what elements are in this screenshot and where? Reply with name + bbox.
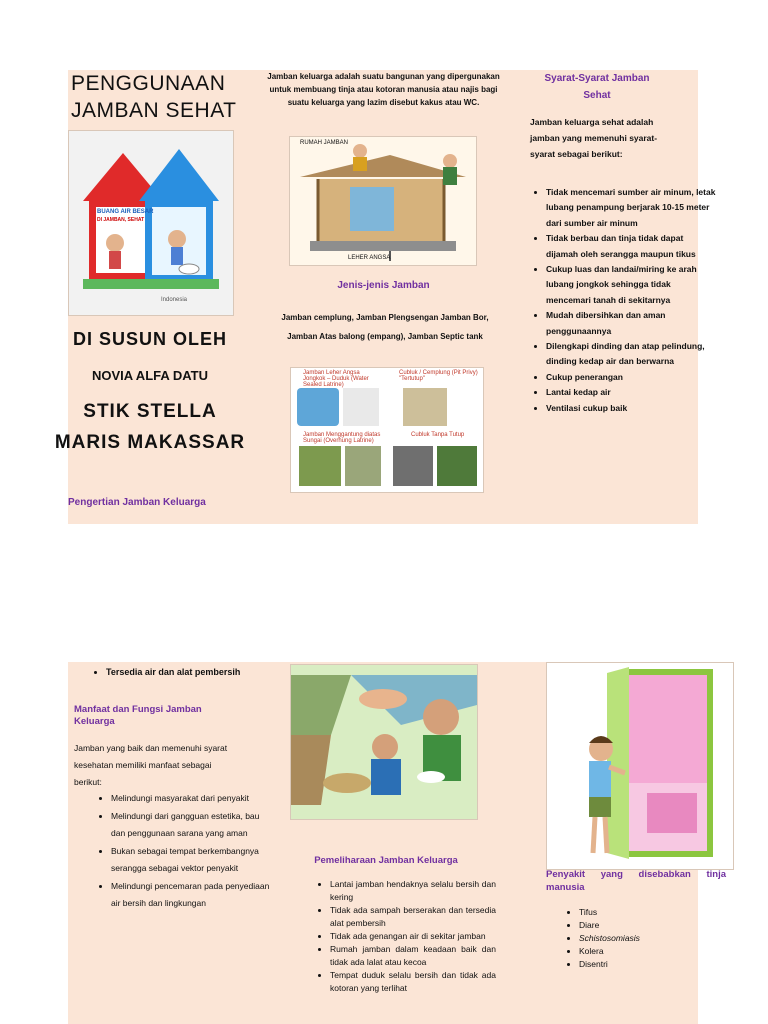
- disease-item: • Kolera: [579, 945, 729, 958]
- requirement-item: • Cukup luas dan landai/miring ke arah lubang jongkok sehingga tidak mencemari tanah di sekitarnya: [546, 262, 716, 308]
- page-1-panel: [54, 70, 716, 524]
- requirement-item: • Tidak berbau dan tinja tidak dapat dijamah oleh serangga maupun tikus: [546, 231, 716, 262]
- poster-image: [68, 130, 234, 316]
- collage-label-1: Jamban Leher Angsa Jongkok – Duduk (Water Sealed Latrine): [303, 370, 369, 388]
- requirement-item: • Mudah dibersihkan dan aman penggunaannya: [546, 308, 716, 339]
- benefit-item: • Bukan sebagai tempat berkembangnya serangga sebagai vektor penyakit: [111, 843, 271, 878]
- disease-item: • Disentri: [579, 958, 729, 971]
- benefits-heading: Manfaat dan Fungsi Jamban Keluarga: [74, 704, 202, 727]
- institution-line1: STIK STELLA: [83, 401, 217, 422]
- transmission-illustration: [291, 665, 477, 819]
- page-2-panel: [68, 662, 726, 1024]
- construction-illustration: [290, 137, 476, 265]
- benefit-item: • Melindungi masyarakat dari penyakit: [111, 790, 271, 808]
- collage-label-2: Cubluk / Cemplung (Pit Privy) "Tertutup": [399, 370, 478, 382]
- requirement-item: • Dilengkapi dinding dan atap pelindung, dinding kedap air dan berwarna: [546, 339, 716, 370]
- requirement-item: • Cukup penerangan: [546, 370, 716, 385]
- definition-text: Jamban keluarga adalah suatu bangunan yang dipergunakan untuk membuang tinja atau kotoran manusia atau najis bagi suatu keluarga yang lazim disebut kakus atau WC.: [267, 72, 500, 107]
- maintenance-item: • Tempat duduk selalu bersih dan tidak ada kotoran yang terlihat: [330, 969, 496, 995]
- benefit-item: • Melindungi dari gangguan estetika, bau dan penggunaan sarana yang aman: [111, 808, 271, 843]
- benefits-intro: Jamban yang baik dan memenuhi syarat kesehatan memiliki manfaat sebagai berikut:: [74, 743, 228, 787]
- requirement-item: • Ventilasi cukup baik: [546, 401, 716, 416]
- benefits-list: [93, 790, 271, 913]
- latrine-types-collage: [290, 367, 484, 493]
- collage-photo-1: [297, 388, 339, 426]
- institution-line2: MARIS MAKASSAR: [54, 432, 246, 453]
- diseases-list: [561, 906, 729, 971]
- requirements-heading: Syarat-Syarat Jamban Sehat: [544, 73, 650, 101]
- collage-photo-6: [393, 446, 433, 486]
- benefit-item: • Melindungi pencemaran pada penyediaan air bersih dan lingkungan: [111, 878, 271, 913]
- collage-label-3: Jamban Menggantung diatas Sungai (Overhung Latrine): [303, 432, 381, 444]
- requirement-item: • Tidak mencemari sumber air minum, letak lubang penampung berjarak 10-15 meter dari sumber air minum: [546, 185, 716, 231]
- disease-item: • Tifus: [579, 906, 729, 919]
- poster-headline: BUANG AIR BESAR: [97, 209, 154, 215]
- requirement-item: • Lantai kedap air: [546, 385, 716, 400]
- maintenance-list: [312, 878, 496, 995]
- bathroom-door-image: [546, 662, 734, 870]
- types-heading: Jenis-jenis Jamban: [337, 280, 430, 291]
- by-label: DI SUSUN OLEH: [72, 329, 227, 349]
- collage-label-4: Cubluk Tanpa Tutup: [411, 432, 465, 438]
- collage-photo-4: [299, 446, 341, 486]
- author-name: NOVIA ALFA DATU: [91, 368, 209, 383]
- construction-caption-top: RUMAH JAMBAN: [300, 140, 349, 146]
- disease-item: • Schistosomiasis: [579, 932, 729, 945]
- collage-photo-3: [403, 388, 447, 426]
- disease-item: • Diare: [579, 919, 729, 932]
- requirements-intro: Jamban keluarga sehat adalah jamban yang memenuhi syarat-syarat sebagai berikut:: [530, 117, 658, 159]
- main-title-line1: PENGGUNAAN: [71, 72, 226, 95]
- poster-subheadline: DI JAMBAN, SEHAT: [97, 217, 145, 223]
- construction-caption-bottom: LEHER ANGSA: [348, 255, 391, 261]
- requirements-list: [528, 185, 716, 416]
- disease-transmission-image: [290, 664, 478, 820]
- definition-heading: Pengertian Jamban Keluarga: [68, 497, 206, 508]
- types-text: Jamban cemplung, Jamban Plengsengan Jamban Bor, Jamban Atas balong (empang), Jamban Septic tank: [281, 313, 489, 341]
- collage-photo-7: [437, 446, 477, 486]
- collage-photo-2: [343, 388, 379, 426]
- collage-photo-5: [345, 446, 381, 486]
- top-carryover-list: [88, 664, 246, 681]
- poster-brand: Indonesia: [161, 297, 188, 303]
- maintenance-item: • Tidak ada sampah berserakan dan tersedia alat pembersih: [330, 904, 496, 930]
- main-title: [71, 70, 261, 124]
- boy-bathroom-illustration: [547, 663, 733, 869]
- maintenance-item: • Lantai jamban hendaknya selalu bersih dan kering: [330, 878, 496, 904]
- maintenance-heading: Pemeliharaan Jamban Keluarga: [314, 855, 458, 866]
- carryover-item: • Tersedia air dan alat pembersih: [106, 664, 246, 681]
- houses-illustration: [69, 131, 233, 315]
- maintenance-item: • Tidak ada genangan air di sekitar jamban: [330, 930, 496, 943]
- main-title-line2: JAMBAN SEHAT: [71, 99, 237, 122]
- diseases-heading: Penyakit yang disebabkan tinja manusia: [546, 869, 726, 893]
- latrine-construction-image: [289, 136, 477, 266]
- maintenance-item: • Rumah jamban dalam keadaan baik dan tidak ada lalat atau kecoa: [330, 943, 496, 969]
